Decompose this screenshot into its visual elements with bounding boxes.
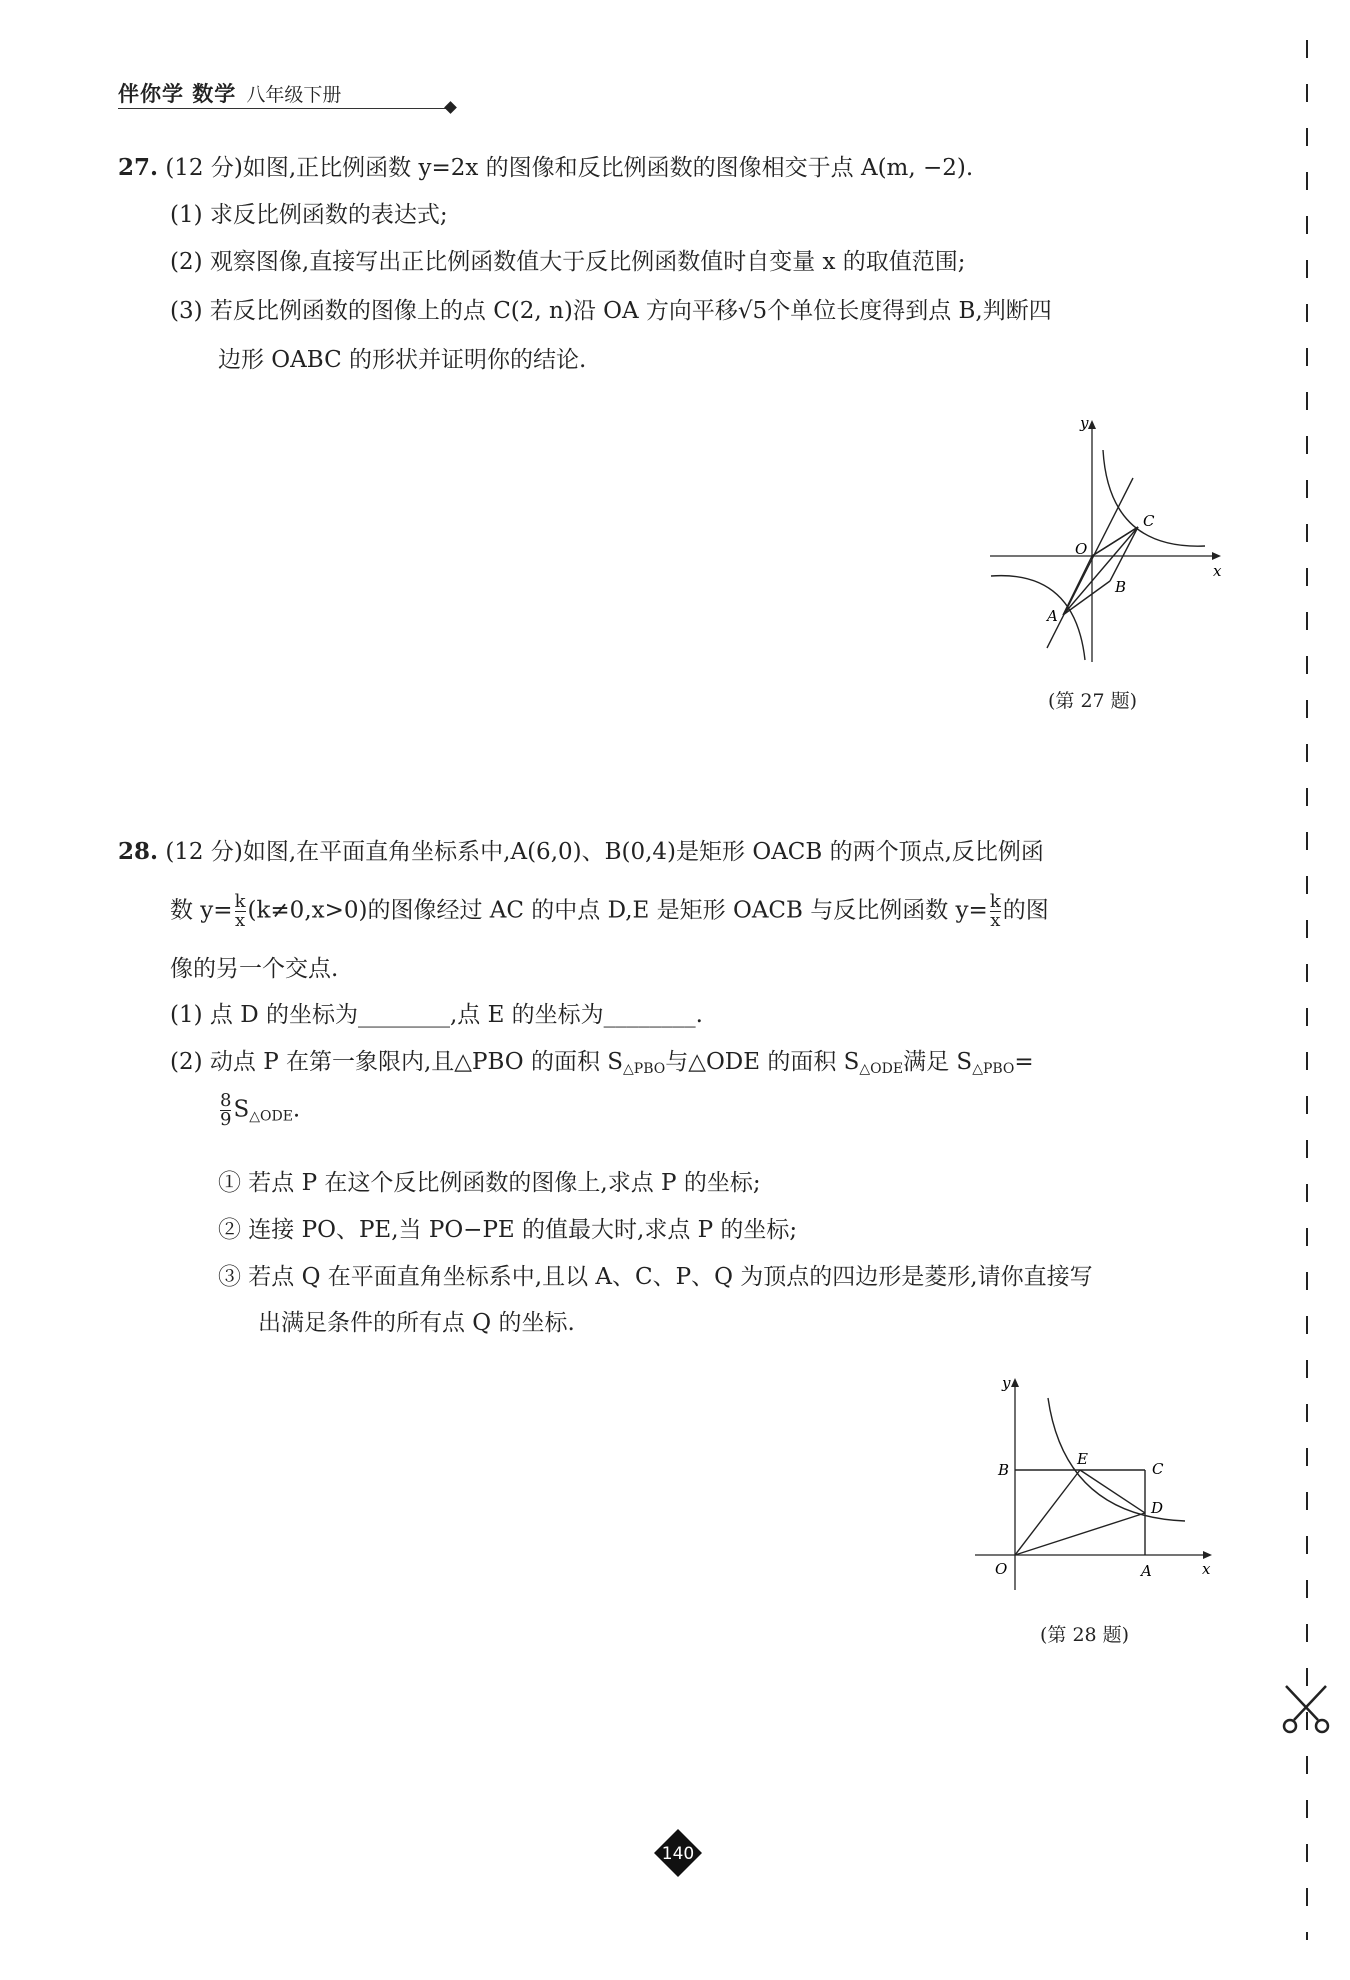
q27-segment-BA	[1063, 581, 1110, 615]
q28-segment-OE	[1015, 1470, 1080, 1555]
q28-frac-num-2: k	[989, 891, 1001, 912]
q27-stem: (12 分)如图,正比例函数 y=2x 的图像和反比例函数的图像相交于点 A(m, −2).	[165, 155, 974, 181]
cut-line	[1306, 40, 1308, 1940]
q28-sub-ode: △ODE	[859, 1061, 904, 1077]
q27-label-A: A	[1047, 607, 1058, 625]
q28-p2a: (2) 动点 P 在第一象限内,且△PBO 的面积 S	[170, 1049, 624, 1075]
q28-frac-den: x	[234, 910, 246, 931]
q28-fraction-8-9	[220, 1092, 231, 1129]
q27-hyperbola-q1	[1103, 450, 1205, 546]
q27-stem-line	[118, 153, 973, 183]
q28-fraction-k-over-x	[235, 893, 246, 930]
q28-stem-line3: 像的另一个交点.	[170, 956, 339, 982]
q28-label-x: x	[1202, 1560, 1211, 1578]
q28-p2c: 满足 S	[903, 1049, 973, 1075]
q27-caption: (第 27 题)	[1048, 690, 1138, 712]
q28-label-A: A	[1141, 1562, 1152, 1580]
q28-caption: (第 28 题)	[1040, 1624, 1130, 1646]
q28-y-arrow-icon	[1011, 1378, 1019, 1387]
q28-number: 28.	[118, 838, 159, 865]
q28-stem1: (12 分)如图,在平面直角坐标系中,A(6,0)、B(0,4)是矩形 OACB 的两个顶点,反比例函	[165, 839, 1044, 865]
page-number: 140	[661, 1844, 695, 1864]
q28-p2f: .	[292, 1096, 301, 1123]
q27-label-O: O	[1075, 540, 1088, 558]
header-rule	[118, 108, 450, 109]
q28-sub-pbo-2: △PBO	[972, 1061, 1015, 1077]
q28-frac89-num: 8	[220, 1090, 232, 1111]
q28-frac89-den: 9	[220, 1109, 232, 1130]
q28-label-O: O	[995, 1560, 1008, 1578]
q27-part1: (1) 求反比例函数的表达式;	[170, 202, 448, 228]
q28-label-E: E	[1077, 1450, 1088, 1468]
q28-stem2a: 数 y=	[170, 897, 233, 924]
q28-label-C: C	[1152, 1460, 1164, 1478]
q28-label-B: B	[998, 1461, 1010, 1479]
q28-hyperbola	[1048, 1398, 1185, 1521]
q28-frac-num: k	[234, 891, 246, 912]
q27-label-B: B	[1115, 578, 1127, 596]
q27-hyperbola-q3	[991, 576, 1085, 660]
q28-sub2: ② 连接 PO、PE,当 PO−PE 的值最大时,求点 P 的坐标;	[218, 1217, 798, 1243]
q28-stem-line1	[118, 837, 1044, 867]
q28-segment-OD	[1015, 1513, 1145, 1555]
q28-stem2b: (k≠0,x>0)的图像经过 AC 的中点 D,E 是矩形 OACB 与反比例函数 y=	[247, 897, 988, 924]
q28-sub-ode-2: △ODE	[249, 1108, 293, 1125]
header-diamond-icon	[444, 101, 457, 114]
q27-number: 27.	[118, 154, 159, 181]
q28-label-y: y	[1002, 1374, 1011, 1392]
q27-figure	[985, 410, 1235, 670]
q28-stem-line2	[170, 893, 1049, 930]
q28-stem2c: 的图	[1002, 897, 1049, 924]
q28-p2e: S	[233, 1096, 250, 1123]
q28-sub3-line1: ③ 若点 Q 在平面直角坐标系中,且以 A、C、P、Q 为顶点的四边形是菱形,请你直接写	[218, 1264, 1093, 1290]
q28-part1: (1) 点 D 的坐标为________,点 E 的坐标为________.	[170, 1002, 703, 1028]
scissors-icon	[1278, 1680, 1334, 1736]
book-volume: 八年级下册	[246, 84, 342, 106]
q28-p2b: 与△ODE 的面积 S	[665, 1049, 860, 1075]
page-number-badge	[653, 1828, 703, 1878]
q27-label-C: C	[1143, 512, 1155, 530]
q28-label-D: D	[1151, 1499, 1164, 1517]
book-brand: 伴你学 数学	[118, 82, 237, 106]
q27-part3-line2: 边形 OABC 的形状并证明你的结论.	[218, 347, 587, 373]
q28-segment-ED	[1080, 1470, 1145, 1513]
q27-part2: (2) 观察图像,直接写出正比例函数值大于反比例函数值时自变量 x 的取值范围;	[170, 249, 966, 275]
q27-y-arrow-icon	[1088, 420, 1096, 429]
q28-sub1: ① 若点 P 在这个反比例函数的图像上,求点 P 的坐标;	[218, 1170, 761, 1196]
q28-p2d: =	[1014, 1049, 1034, 1075]
q27-part3-line1: (3) 若反比例函数的图像上的点 C(2, n)沿 OA 方向平移√5个单位长度得到点 B,判断四	[170, 298, 1052, 324]
book-header	[118, 78, 341, 108]
q28-sub3-line2: 出满足条件的所有点 Q 的坐标.	[258, 1310, 575, 1336]
q28-x-arrow-icon	[1203, 1551, 1212, 1559]
q27-label-x: x	[1213, 562, 1222, 580]
q28-figure	[960, 1368, 1230, 1598]
q28-fraction-k-over-x-2	[990, 893, 1001, 930]
q27-x-arrow-icon	[1212, 552, 1221, 560]
q28-part2-line1	[170, 1047, 1034, 1084]
q27-label-y: y	[1080, 414, 1089, 432]
q28-part2-line2	[218, 1092, 300, 1132]
q28-frac-den-2: x	[990, 910, 1001, 931]
q28-sub-pbo: △PBO	[623, 1061, 666, 1077]
